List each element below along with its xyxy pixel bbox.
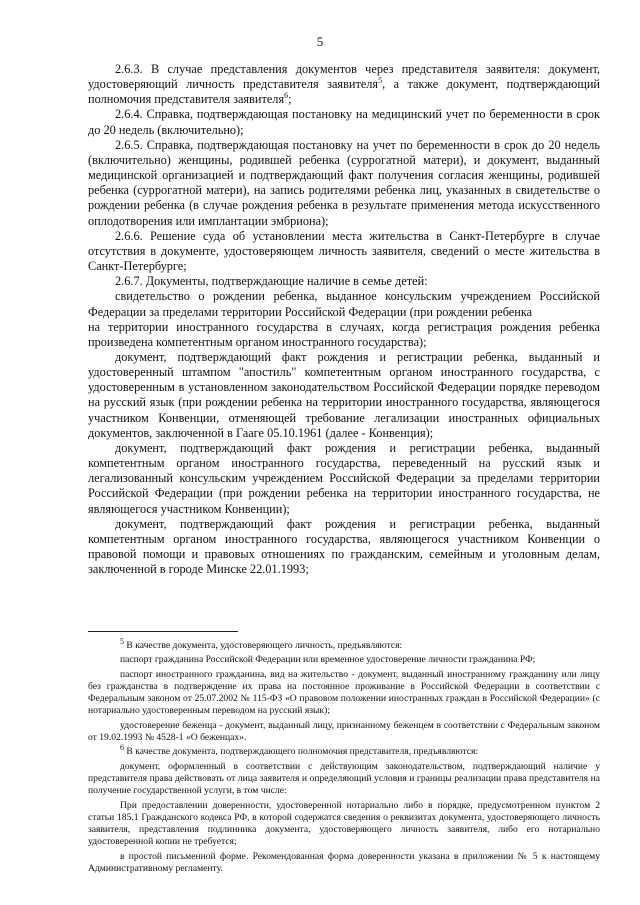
paragraph-apostille: документ, подтверждающий факт рождения и регистрации ребенка, выданный и удостоверенный штампом "апостиль" компетентным органом иностранного государства, с удостоверенным в установленном законодательством Российской Федерации порядке переводом на русский язык (при рождении ребенка на территории иностранного государства, являющегося участником Конвенции, отменяющей требование легализации иностранных официальных документов, заключенной в Гааге 05.10.1961 (далее - Конвенция); — [88, 349, 600, 440]
footnote-5-item: удостоверение беженца - документ, выданный лицу, признанному беженцем в соответствии с Федеральным законом от 19.02.1993 № 4528-1 «О беженцах». — [88, 719, 600, 744]
footnote-text: В качестве документа, подтверждающего полномочия представителя, предъявляются: — [124, 746, 479, 758]
paragraph-consular-certificate-cont: на территории иностранного государства в случаях, когда регистрация рождения ребенка произведена компетентным органом иностранного государства); — [88, 319, 600, 349]
footnote-text: В качестве документа, удостоверяющего личность, предъявляются: — [124, 640, 403, 651]
paragraph-2-6-4: 2.6.4. Справка, подтверждающая постановку на медицинский учет по беременности в срок до 20 недель (включительно); — [88, 107, 600, 137]
footnote-mark-5: 5 — [120, 636, 124, 646]
main-text — [88, 62, 600, 577]
paragraph-text: , а также документ, подтверждающий полномочия представителя заявителя — [88, 77, 600, 107]
footnote-5-item: паспорт иностранного гражданина, вид на жительство - документ, выданный иностранному гражданину или лицу без гражданства в подтверждение их права на постоянное проживание в Российской Федерации в соответствии с Федеральным законом от 25.07.2002 № 115-ФЗ «О правовом положении иностранных граждан в Российской Федерации» (с нотариально удостоверенным переводом на русский язык); — [88, 668, 600, 717]
paragraph-legalized: документ, подтверждающий факт рождения и регистрации ребенка, выданный компетентным органом иностранного государства, переведенный на русский язык и легализованный консульским учреждением Российской Федерации за пределами территории Российской Федерации (при рождении ребенка на территории иностранного государства, не являющегося участником Конвенции); — [88, 440, 600, 516]
paragraph-2-6-5: 2.6.5. Справка, подтверждающая постановку на учет по беременности в срок до 20 недель (включительно) женщины, родившей ребенка (суррогатной матери), и документ, выданный медицинской организацией и подтверждающий факт получения согласия женщины, родившей ребенка (суррогатной матери), на запись родителями ребенка лиц, указанных в свидетельстве о рождении ребенка (в случае рождения ребенка в результате применения метода искусственного оплодотворения или имплантации эмбриона); — [88, 137, 600, 228]
page-number: 5 — [316, 34, 324, 49]
paragraph-2-6-6: 2.6.6. Решение суда об установлении места жительства в Санкт-Петербурге в случае отсутствия в документе, удостоверяющем личность заявителя, сведений о месте жительства в Санкт-Петербурге; — [88, 228, 600, 274]
paragraph-2-6-3 — [88, 62, 600, 107]
footnote-separator — [88, 631, 238, 632]
footnote-5-item: паспорт гражданина Российской Федерации или временное удостоверение личности гражданина РФ; — [120, 654, 536, 666]
paragraph-2-6-7: 2.6.7. Документы, подтверждающие наличие в семье детей: — [115, 274, 428, 289]
footnote-6 — [88, 743, 600, 758]
paragraph-text: ; — [288, 92, 292, 107]
paragraph-minsk-convention: документ, подтверждающий факт рождения и регистрации ребенка, выданный компетентным органом иностранного государства, являющегося участником Конвенции о правовой помощи и правовых отношениях по гражданским, семейным и уголовным делам, заключенной в городе Минске 22.01.1993; — [88, 516, 600, 577]
footnote-mark-6: 6 — [120, 743, 124, 753]
footnote-6-item: документ, оформленный в соответствии с действующим законодательством, подтверждающий наличие у представителя права действовать от лица заявителя и определяющий условия и границы реализации права представителя на получение государственной услуги, в том числе: — [88, 760, 600, 797]
footnote-ref-6: 6 — [284, 91, 289, 101]
footnote-6-item: При предоставлении доверенности, удостоверенной нотариально либо в порядке, предусмотренном пунктом 2 статьи 185.1 Гражданского кодекса РФ, в которой содержатся сведения о реквизитах документа, удостоверяющего личность заявителя, представления подлинника документа, удостоверяющего личность заявителя, либо его нотариально удостоверенной копии не требуется; — [88, 799, 600, 848]
footnotes — [88, 636, 600, 875]
paragraph-text: 2.6.3. В случае представления документов через представителя заявителя: документ, удостоверяющий личность представителя заявителя — [88, 62, 600, 92]
footnote-ref-5: 5 — [378, 76, 383, 86]
footnote-6-item: в простой письменной форме. Рекомендованная форма доверенности указана в приложении № 5 к настоящему Административному регламенту. — [88, 850, 600, 875]
footnote-5 — [88, 636, 600, 652]
paragraph-consular-certificate: свидетельство о рождении ребенка, выданное консульским учреждением Российской Федерации за пределами территории Российской Федерации (при рождении ребенка — [88, 289, 600, 319]
